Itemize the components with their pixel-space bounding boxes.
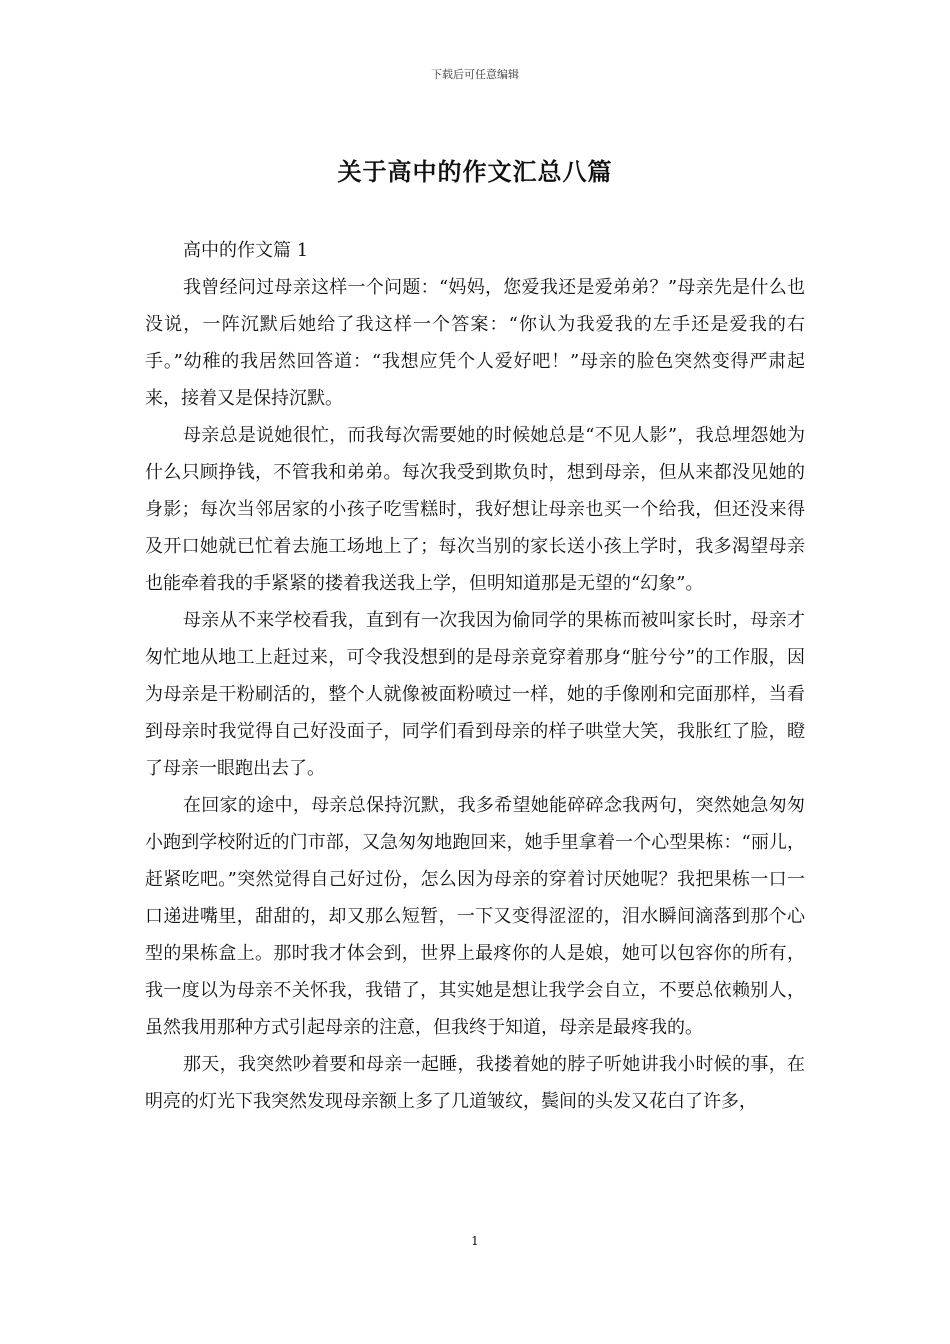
document-title: 关于高中的作文汇总八篇 bbox=[337, 157, 613, 186]
paragraph-3: 母亲从不来学校看我，直到有一次我因为偷同学的果栋而被叫家长时，母亲才匆忙地从地工上赶过来，可令我没想到的是母亲竟穿着那身“脏兮兮”的工作服，因为母亲是干粉刷活的，整个人就像被面粉喷过一样，她的手像刚和完面那样，当看到母亲时我觉得自己好没面子，同学们看到母亲的样子哄堂大笑，我胀红了脸，瞪了母亲一眼跑出去了。 bbox=[145, 610, 805, 779]
section-heading: 高中的作文篇 1 bbox=[183, 240, 309, 261]
paragraph-2: 母亲总是说她很忙，而我每次需要她的时候她总是“不见人影”，我总埋怨她为什么只顾挣钱，不管我和弟弟。每次我受到欺负时，想到母亲，但从来都没见她的身影；每次当邻居家的小孩子吃雪糕时，我好想让母亲也买一个给我，但还没来得及开口她就已忙着去施工场地上了；每次当别的家长送小孩上学时，我多渴望母亲也能牵着我的手紧紧的搂着我送我上学，但明知道那是无望的“幻象”。 bbox=[145, 425, 805, 594]
paragraph-5: 那天，我突然吵着要和母亲一起睡，我搂着她的脖子听她讲我小时候的事，在明亮的灯光下我突然发现母亲额上多了几道皱纹，鬓间的头发又花白了许多， bbox=[145, 1054, 805, 1112]
paragraph-1: 我曾经问过母亲这样一个问题：“妈妈，您爱我还是爱弟弟？”母亲先是什么也没说，一阵沉默后她给了我这样一个答案：“你认为我爱我的左手还是爱我的右手。”幼稚的我居然回答道：“我想应凭个人爱好吧！”母亲的脸色突然变得严肃起来，接着又是保持沉默。 bbox=[145, 277, 805, 409]
paragraph-4: 在回家的途中，母亲总保持沉默，我多希望她能碎碎念我两句，突然她急匆匆小跑到学校附近的门市部，又急匆匆地跑回来，她手里拿着一个心型果栋：“丽儿，赶紧吃吧。”突然觉得自己好过份，怎么因为母亲的穿着讨厌她呢？我把果栋一口一口递进嘴里，甜甜的，却又那么短暂，一下又变得涩涩的，泪水瞬间滴落到那个心型的果栋盒上。那时我才体会到，世界上最疼你的人是娘，她可以包容你的所有，我一度以为母亲不关怀我，我错了，其实她是想让我学会自立，不要总依赖别人，虽然我用那种方式引起母亲的注意，但我终于知道，母亲是最疼我的。 bbox=[145, 795, 805, 1038]
document-body bbox=[145, 232, 805, 1120]
page-number: 1 bbox=[471, 1234, 479, 1248]
header-note: 下载后可任意编辑 bbox=[431, 68, 519, 81]
